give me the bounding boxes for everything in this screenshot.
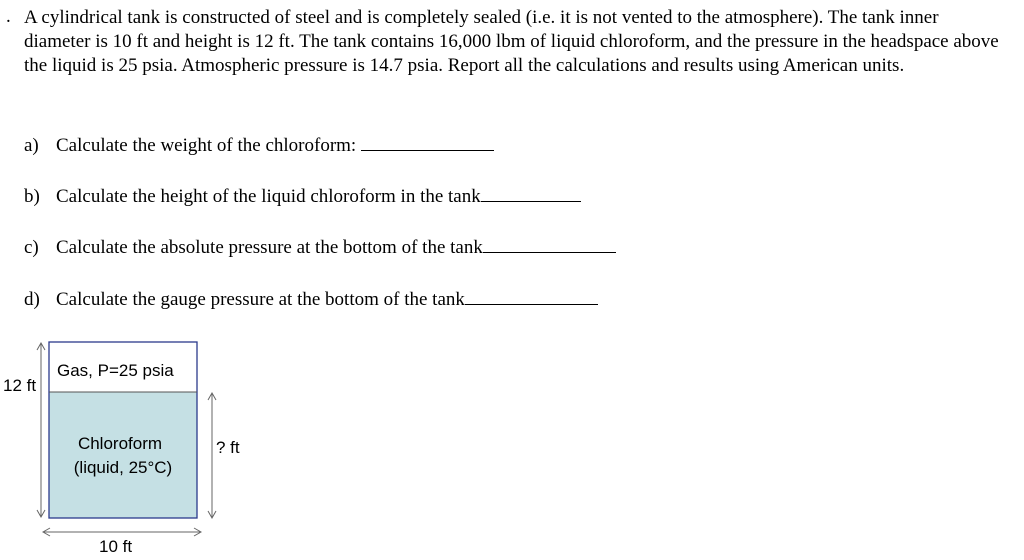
question-text: Calculate the absolute pressure at the bottom of the tank <box>56 237 483 258</box>
question-letter: d) <box>24 289 40 310</box>
question-text: Calculate the height of the liquid chloroform in the tank <box>56 186 481 207</box>
question-text: Calculate the weight of the chloroform: <box>56 135 357 156</box>
liquid-label-line1: Chloroform <box>77 434 163 453</box>
tank-diameter-label: 10 ft <box>99 537 133 556</box>
liquid-height-label: ? ft <box>216 438 240 457</box>
question-text: Calculate the gauge pressure at the bottom of the tank <box>56 289 465 310</box>
problem-statement: A cylindrical tank is constructed of steel and is completely sealed (i.e. it is not vented to the atmosphere). The tank inner diameter is 10 ft and height is 12 ft. The tank contains 16,000 lbm of liquid chloroform, and the pressure in the headspace above the liquid is 25 psia. Atmospheric pressure is 14.7 psia. Report all the calculations and results using American units. <box>24 7 999 76</box>
liquid-height-dimension-arrow <box>208 393 216 518</box>
liquid-chloroform <box>49 392 197 518</box>
height-dimension-arrow <box>37 343 45 517</box>
gas-label: Gas, P=25 psia <box>57 361 174 380</box>
list-bullet: . <box>6 6 11 27</box>
diameter-dimension-arrow <box>43 528 201 536</box>
liquid-label-line2: (liquid, 25°C) <box>73 458 173 477</box>
question-letter: a) <box>24 135 39 156</box>
question-letter: c) <box>24 237 39 258</box>
tank-height-label: 12 ft <box>3 376 37 395</box>
question-letter: b) <box>24 186 40 207</box>
